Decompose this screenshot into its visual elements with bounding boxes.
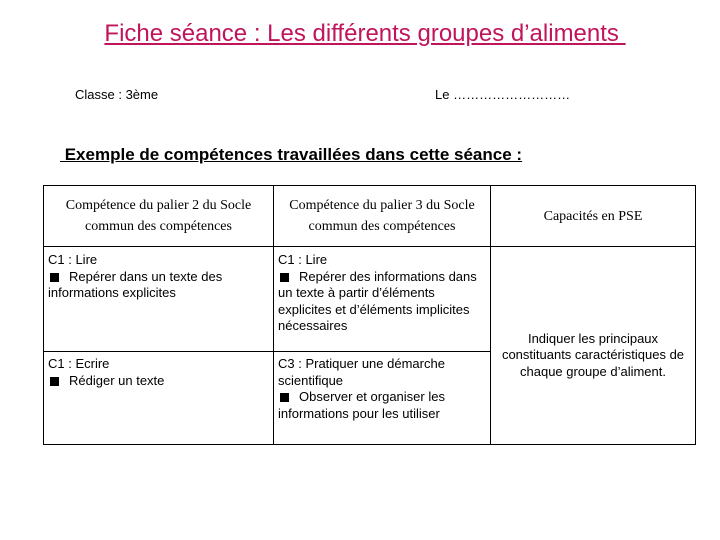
competence-item: Repérer des informations dans un texte à partir d’éléments explicites et d’éléments implicites nécessaires (278, 268, 477, 333)
header-palier-2: Compétence du palier 2 du Socle commun des compétences (44, 186, 274, 247)
competence-item: Repérer dans un texte des informations explicites (48, 268, 223, 300)
cell-row1-palier-2 (44, 247, 274, 352)
checkbox-bullet-icon (280, 393, 289, 402)
date-label: Le ……………………… (435, 87, 571, 102)
table-row (44, 247, 696, 352)
competences-table (43, 185, 696, 445)
competence-item: Rédiger un texte (69, 372, 165, 388)
checkbox-bullet-icon (50, 273, 59, 282)
competence-label: C1 : Lire (48, 252, 98, 267)
cell-row1-palier-3 (274, 247, 491, 352)
checkbox-bullet-icon (280, 273, 289, 282)
cell-row2-palier-2 (44, 352, 274, 445)
page-title: Fiche séance : Les différents groupes d’aliments (104, 20, 626, 47)
competence-label: C1 : Ecrire (48, 356, 110, 371)
table-header-row (44, 186, 696, 247)
competence-label: C3 : Pratiquer une démarche scientifique (278, 356, 445, 388)
competence-label: C1 : Lire (278, 252, 328, 267)
cell-row2-palier-3 (274, 352, 491, 445)
cell-capacites-pse: Indiquer les principaux constituants caractéristiques de chaque groupe d’aliment. (491, 247, 696, 445)
checkbox-bullet-icon (50, 377, 59, 386)
competence-item: Observer et organiser les informations pour les utiliser (278, 389, 445, 421)
header-capacites-pse: Capacités en PSE (491, 186, 696, 247)
header-palier-3: Compétence du palier 3 du Socle commun des compétences (274, 186, 491, 247)
class-label: Classe : 3ème (75, 87, 159, 102)
section-subtitle: Exemple de compétences travaillées dans cette séance : (60, 145, 523, 164)
